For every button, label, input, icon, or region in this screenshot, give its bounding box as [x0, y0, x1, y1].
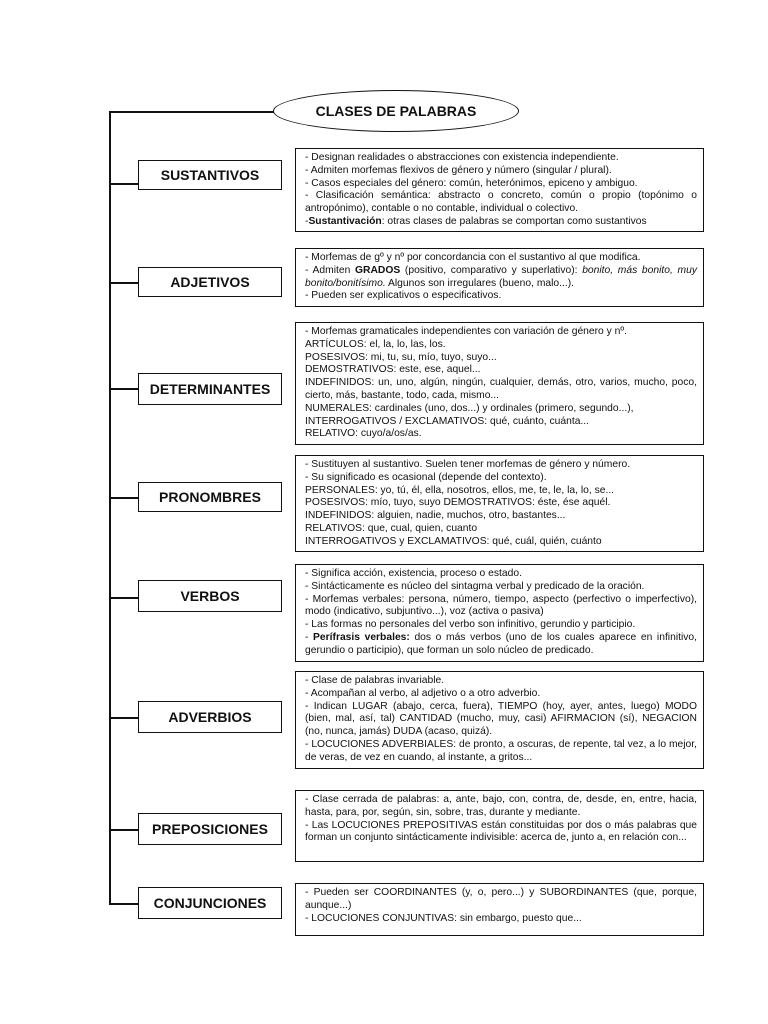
- desc-adverbios: [295, 671, 704, 769]
- category-sustantivos: SUSTANTIVOS: [138, 160, 282, 190]
- desc-line: INDEFINIDOS: un, uno, algún, ningún, cualquier, demás, otro, varios, mucho, poco, cierto, más, bastante, todo, cada, mismo...: [305, 377, 697, 401]
- desc-line: - Designan realidades o abstracciones con existencia independiente.: [305, 152, 619, 163]
- desc-line: - Sintácticamente es núcleo del sintagma verbal y predicado de la oración.: [305, 580, 645, 592]
- branch-conjunciones: [109, 903, 139, 905]
- desc-line: INDEFINIDOS: alguien, nadie, muchos, otro, bastantes...: [305, 510, 566, 522]
- desc-line: - Clase de palabras invariable.: [305, 675, 445, 686]
- desc-conjunciones: [295, 883, 704, 936]
- desc-line: - Admiten morfemas flexivos de género y número (singular / plural).: [305, 164, 612, 176]
- desc-line: - Clase cerrada de palabras: a, ante, bajo, con, contra, de, desde, en, entre, hacia, hasta, para, por, según, sin, sobre, tras, durante y mediante.: [305, 794, 697, 818]
- branch-preposiciones: [109, 829, 139, 831]
- desc-line: INTERROGATIVOS y EXCLAMATIVOS: qué, cuál, quién, cuánto: [305, 535, 602, 547]
- desc-line: - Pueden ser explicativos o especificativos.: [305, 290, 502, 302]
- desc-line: - Las LOCUCIONES PREPOSITIVAS están constituidas por dos o más palabras que forman un conjunto sintácticamente indivisible: acerca de, junto a, en relación con...: [305, 819, 697, 844]
- desc-line: - Morfemas de gº y nº por concordancia con el sustantivo al que modifica.: [305, 252, 641, 263]
- branch-determinantes: [109, 388, 139, 390]
- branch-verbos: [109, 597, 139, 599]
- category-conjunciones: CONJUNCIONES: [138, 887, 282, 919]
- desc-line: - Casos especiales del género: común, heterónimos, epiceno y ambiguo.: [305, 177, 638, 189]
- category-adverbios: ADVERBIOS: [138, 701, 282, 733]
- desc-line: - Significa acción, existencia, proceso o estado.: [305, 568, 522, 579]
- category-adjetivos: ADJETIVOS: [138, 267, 282, 297]
- title-connector: [109, 111, 274, 113]
- category-determinantes: DETERMINANTES: [138, 373, 282, 405]
- desc-line: INTERROGATIVOS / EXCLAMATIVOS: qué, cuánto, cuánta...: [305, 415, 590, 427]
- desc-line: - Clasificación semántica: abstracto o concreto, común o propio (topónimo o antropónimo), contable o no contable, individual o colectivo.: [305, 190, 697, 215]
- category-pronombres: PRONOMBRES: [138, 482, 282, 512]
- desc-determinantes: [295, 322, 704, 445]
- desc-line: - Sustituyen al sustantivo. Suelen tener morfemas de género y número.: [305, 459, 631, 470]
- desc-line: POSESIVOS: mi, tu, su, mío, tuyo, suyo...: [305, 351, 497, 363]
- desc-line: RELATIVO: cuyo/a/os/as.: [305, 428, 422, 440]
- desc-line: - LOCUCIONES ADVERBIALES: de pronto, a oscuras, de repente, tal vez, a lo mejor, de veras, de vez en cuando, al instante, a gritos...: [305, 738, 697, 763]
- desc-line: - Perífrasis verbales: dos o más verbos (uno de los cuales aparece en infinitivo, gerundio o participio), que forman un solo núcleo de predicado.: [305, 631, 697, 656]
- category-verbos: VERBOS: [138, 580, 282, 612]
- desc-line: - Su significado es ocasional (depende del contexto).: [305, 471, 547, 483]
- desc-line: - Las formas no personales del verbo son infinitivo, gerundio y participio.: [305, 619, 636, 631]
- desc-verbos: [295, 564, 704, 662]
- desc-line: NUMERALES: cardinales (uno, dos...) y ordinales (primero, segundo...),: [305, 402, 634, 414]
- desc-line: POSESIVOS: mío, tuyo, suyo DEMOSTRATIVOS: éste, ése aquél.: [305, 497, 611, 509]
- desc-pronombres: [295, 455, 704, 552]
- desc-line: - LOCUCIONES CONJUNTIVAS: sin embargo, puesto que...: [305, 912, 582, 924]
- desc-line: ARTÍCULOS: el, la, lo, las, los.: [305, 338, 446, 350]
- desc-line: RELATIVOS: que, cual, quien, cuanto: [305, 522, 478, 534]
- desc-line: - Acompañan al verbo, al adjetivo o a otro adverbio.: [305, 687, 541, 699]
- branch-sustantivos: [109, 183, 139, 185]
- branch-pronombres: [109, 497, 139, 499]
- desc-preposiciones: [295, 790, 704, 862]
- desc-line: - Morfemas verbales: persona, número, tiempo, aspecto (perfectivo o imperfectivo), modo (indicativo, subjuntivo...), voz (activa o pasiva): [305, 593, 697, 618]
- desc-line: DEMOSTRATIVOS: este, ese, aquel...: [305, 364, 481, 376]
- desc-line: - Indican LUGAR (abajo, cerca, fuera), TIEMPO (hoy, ayer, antes, luego) MODO (bien, mal, así, tal) CANTIDAD (mucho, muy, casi) AFIRMACION (sí), NEGACION (no, nunca, jamás) DUDA (acaso, quizá).: [305, 700, 697, 738]
- trunk-line: [109, 111, 111, 904]
- desc-line: - Pueden ser COORDINANTES (y, o, pero...) y SUBORDINANTES (que, porque, aunque...): [305, 887, 697, 911]
- desc-line: - Admiten GRADOS (positivo, comparativo y superlativo): bonito, más bonito, muy bonito/bonitísimo. Algunos son irregulares (bueno, malo...).: [305, 264, 697, 289]
- diagram-title: CLASES DE PALABRAS: [273, 90, 519, 132]
- desc-line: PERSONALES: yo, tú, él, ella, nosotros, ellos, me, te, le, la, lo, se...: [305, 484, 615, 496]
- branch-adjetivos: [109, 282, 139, 284]
- desc-sustantivos: [295, 148, 704, 232]
- desc-adjetivos: [295, 248, 704, 307]
- category-preposiciones: PREPOSICIONES: [138, 813, 282, 845]
- desc-line: -Sustantivación: otras clases de palabras se comportan como sustantivos: [305, 215, 647, 227]
- desc-line: - Morfemas gramaticales independientes con variación de género y nº.: [305, 326, 627, 337]
- branch-adverbios: [109, 717, 139, 719]
